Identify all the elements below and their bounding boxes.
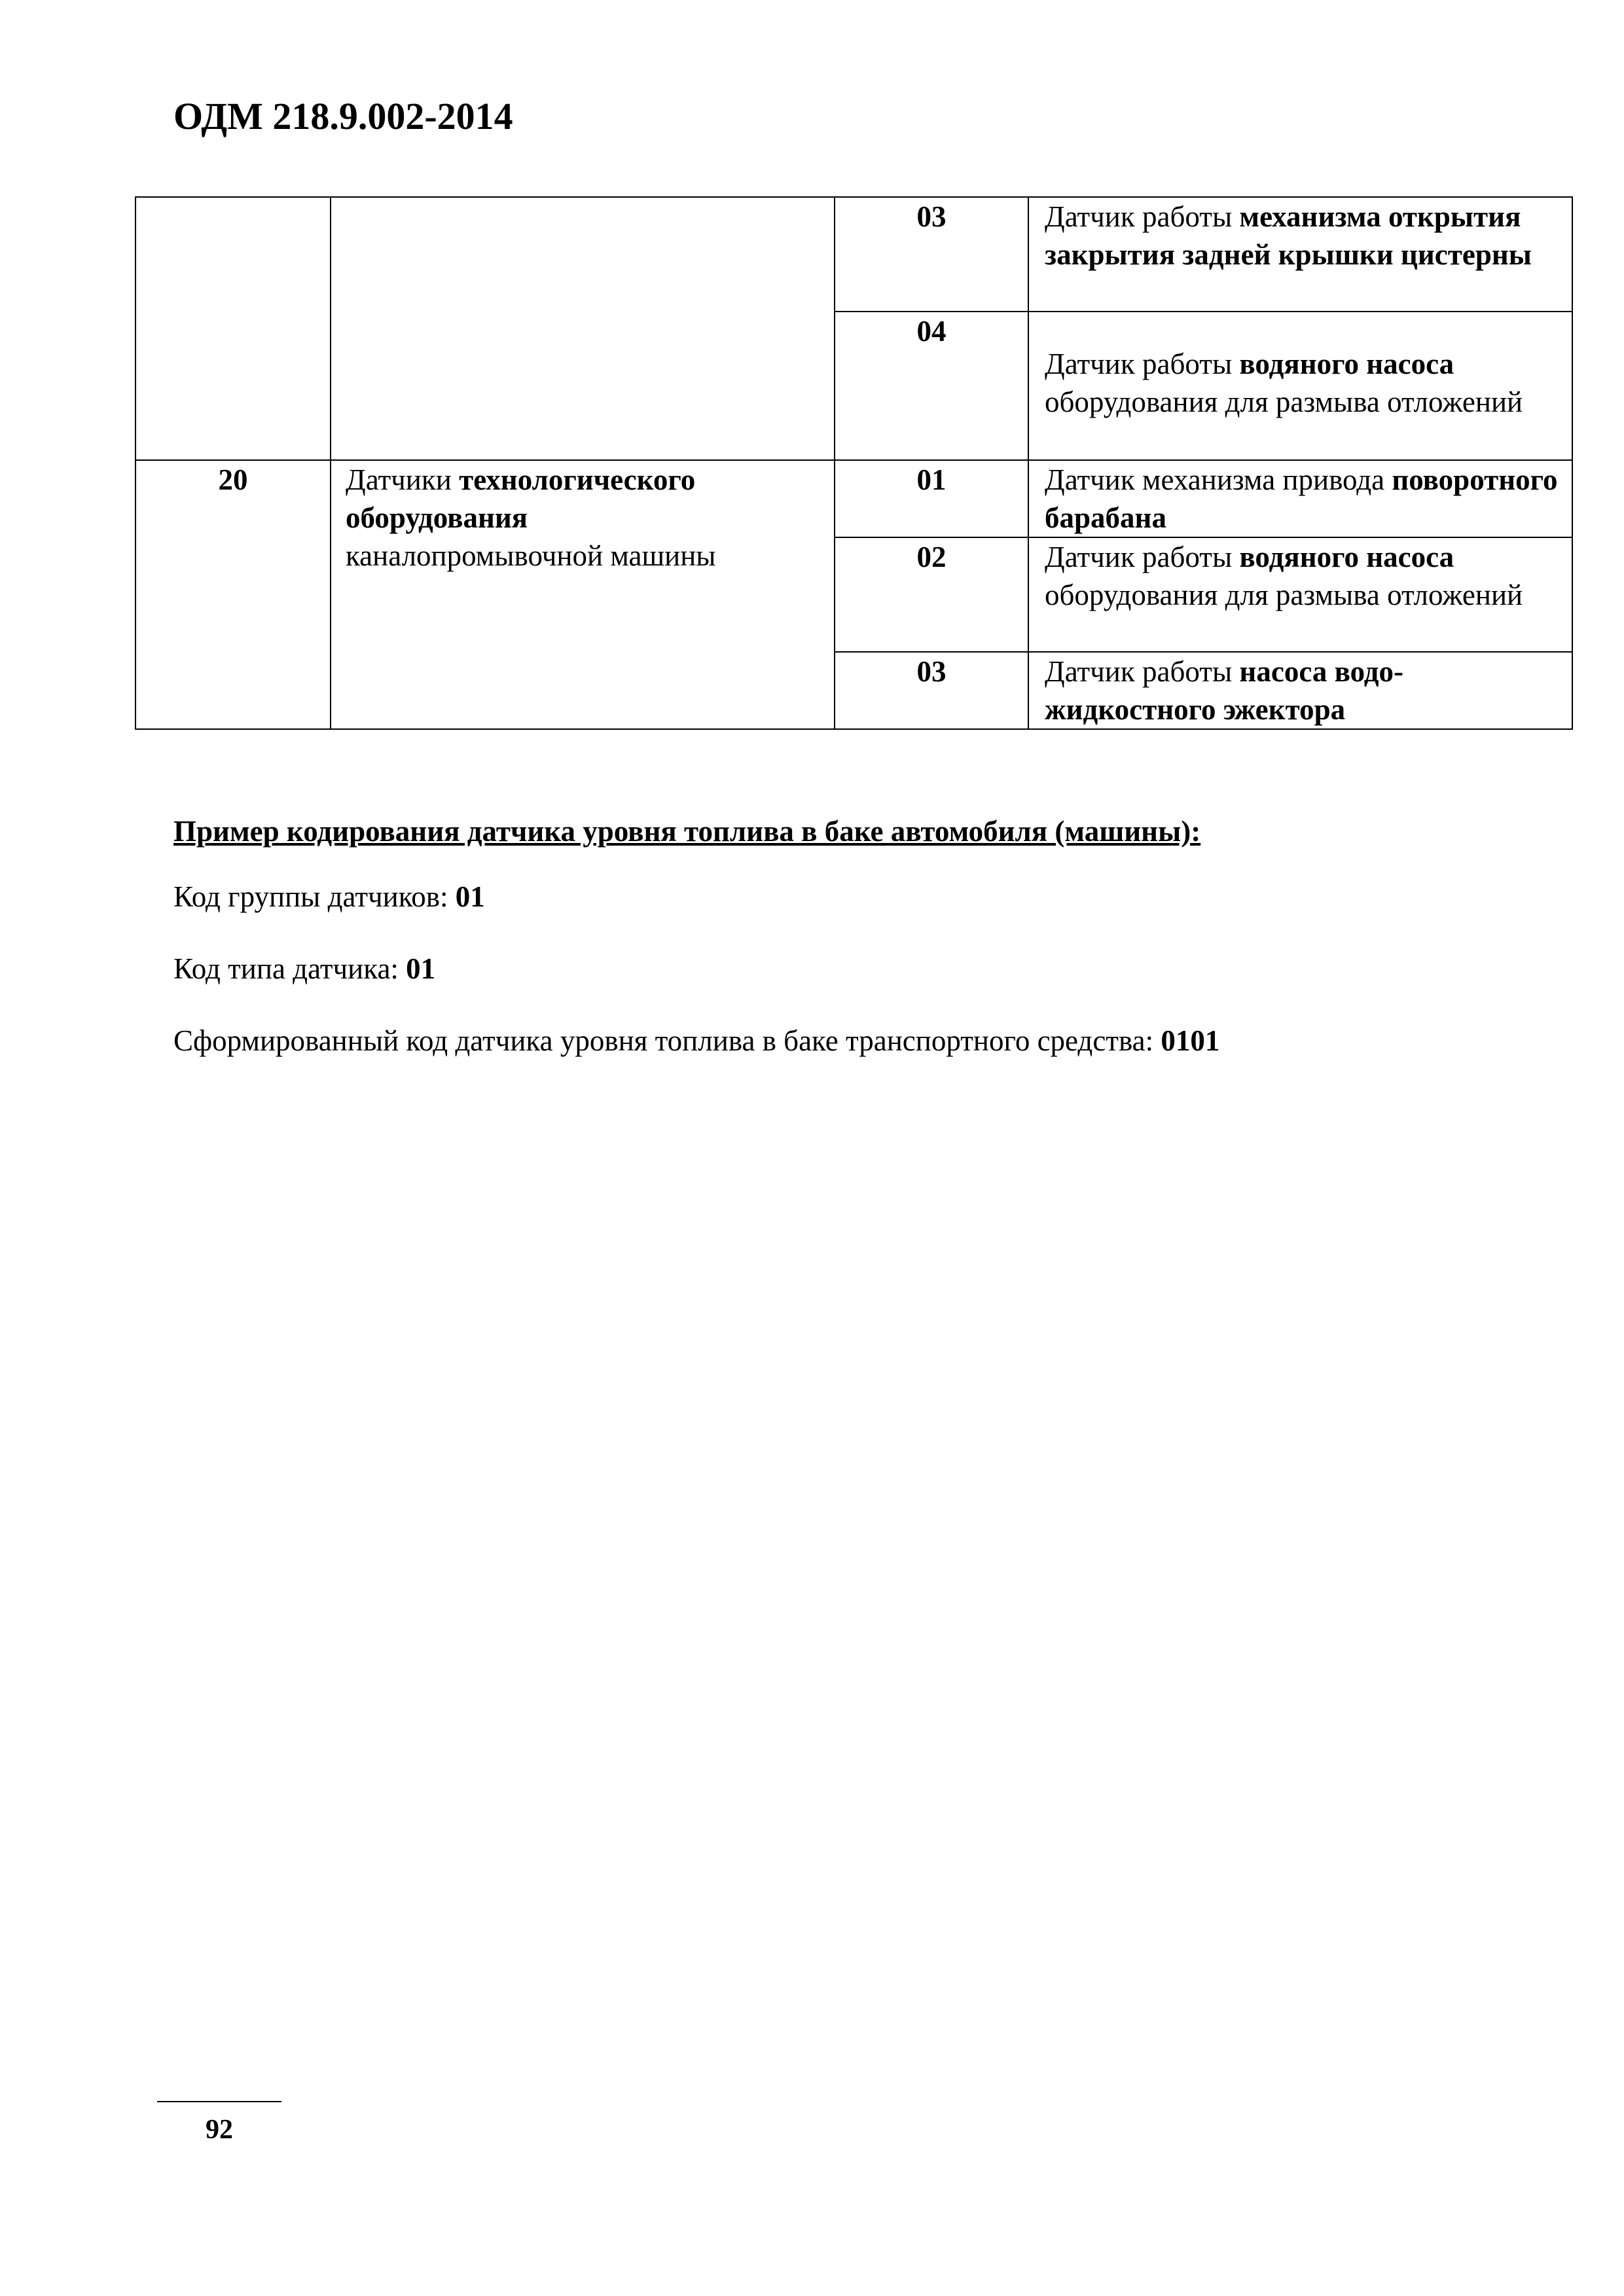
type-code-cell: 03 <box>835 652 1028 729</box>
sensor-codes-table <box>135 196 1573 730</box>
description-bold-text: водяного насоса <box>1239 541 1454 573</box>
group-number-cell <box>135 197 331 460</box>
description-bold-text: поворотного барабана <box>1045 463 1558 534</box>
table-row <box>135 460 1572 537</box>
formed-code-line <box>173 1021 1548 1060</box>
description-text: Датчик работы <box>1045 200 1240 233</box>
group-name-suffix-text: каналопромывочной машины <box>346 539 716 572</box>
description-text: Датчик механизма привода <box>1045 463 1392 496</box>
description-suffix-text: оборудования для размыва отложений <box>1045 386 1523 418</box>
coding-example <box>173 812 1548 1093</box>
type-description-cell <box>1028 652 1572 729</box>
formed-code-label: Сформированный код датчика уровня топлива в баке транспортного средства: <box>173 1024 1161 1057</box>
type-code-value: 01 <box>406 952 436 985</box>
description-suffix-text: оборудования для размыва отложений <box>1045 579 1523 611</box>
type-code-cell: 03 <box>835 197 1028 312</box>
example-heading: Пример кодирования датчика уровня топлива в баке автомобиля (машины): <box>173 815 1201 848</box>
description-text: Датчик работы <box>1045 655 1240 688</box>
group-name-bold-text: технологического оборудования <box>346 463 696 534</box>
type-code-cell: 04 <box>835 312 1028 460</box>
group-number-cell: 20 <box>135 460 331 729</box>
description-text: Датчик работы <box>1045 348 1240 380</box>
group-code-value: 01 <box>455 880 485 913</box>
type-description-cell <box>1028 537 1572 652</box>
type-code-cell: 01 <box>835 460 1028 537</box>
type-code-line <box>173 949 1548 988</box>
group-name-text: Датчики <box>346 463 460 496</box>
description-text: Датчик работы <box>1045 541 1240 573</box>
type-description-cell <box>1028 197 1572 312</box>
group-name-cell <box>331 460 835 729</box>
group-code-label: Код группы датчиков: <box>173 880 456 913</box>
description-bold-text: механизма открытия закрытия задней крышки цистерны <box>1045 200 1532 271</box>
group-name-cell <box>331 197 835 460</box>
type-code-cell: 02 <box>835 537 1028 652</box>
type-description-cell <box>1028 460 1572 537</box>
description-bold-text: водяного насоса <box>1239 348 1454 380</box>
group-code-line <box>173 877 1548 916</box>
document-code: ОДМ 218.9.002-2014 <box>173 95 513 137</box>
type-description-cell <box>1028 312 1572 460</box>
table-row <box>135 197 1572 312</box>
page-number: 92 <box>206 2115 233 2145</box>
footer-divider <box>157 2101 281 2102</box>
formed-code-value: 0101 <box>1161 1024 1220 1057</box>
description-bold-text: насоса водо-жидкостного эжектора <box>1045 655 1404 726</box>
type-code-label: Код типа датчика: <box>173 952 406 985</box>
